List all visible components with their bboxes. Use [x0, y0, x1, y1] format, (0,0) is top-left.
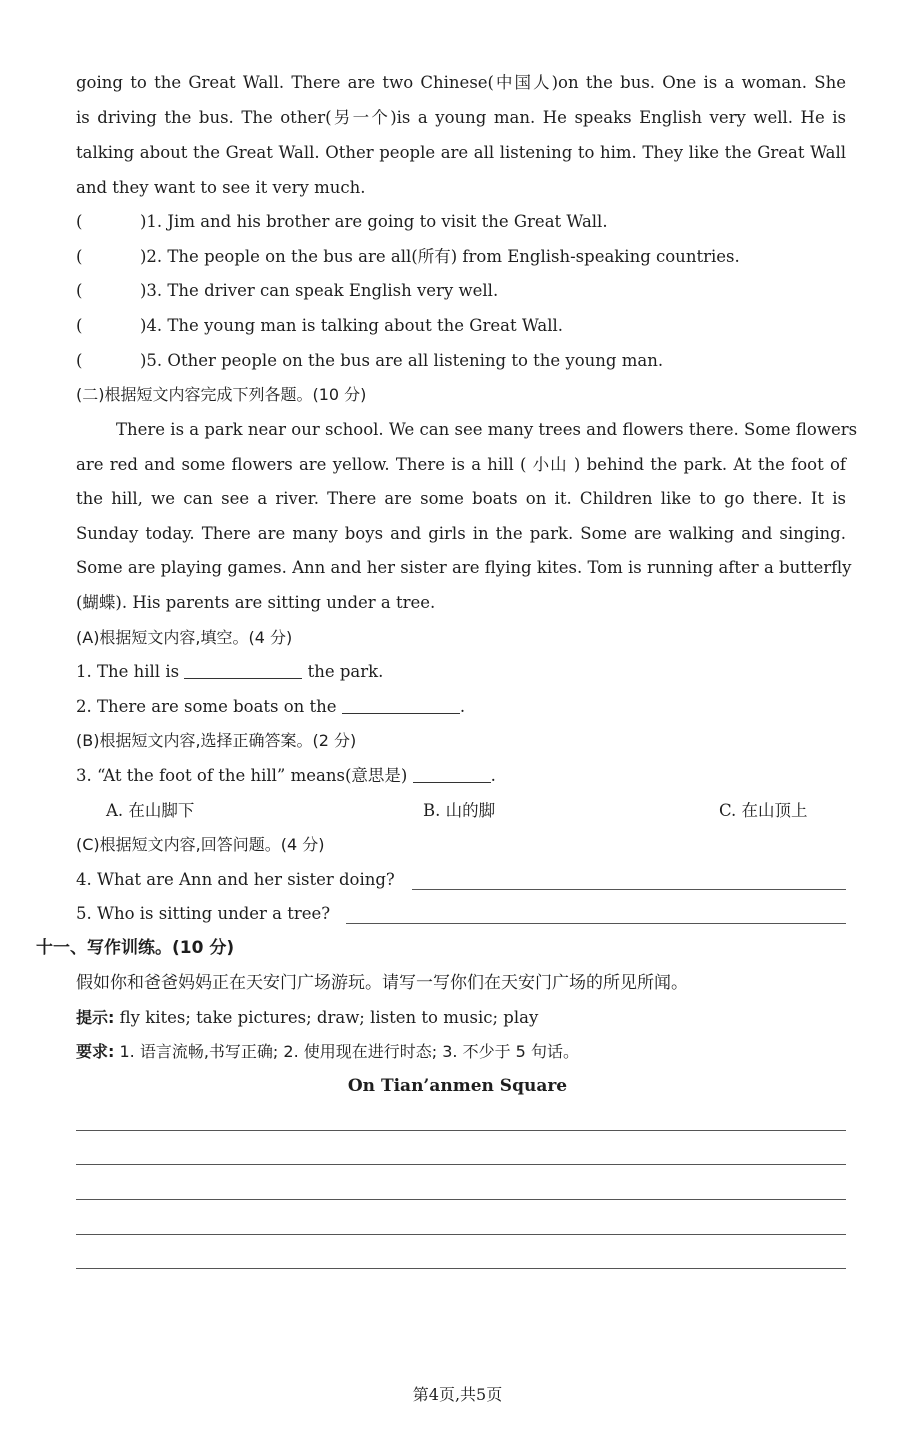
passage2-line-4: Sunday today. There are many boys and girls in the park. Some are walking and singing.: [76, 524, 846, 543]
part2-b-heading: (B)根据短文内容,选择正确答案。(2 分): [76, 731, 357, 750]
passage1-line-1: going to the Great Wall. There are two Chinese(中国人)on the bus. One is a woman. She: [76, 73, 846, 92]
part2-heading: (二)根据短文内容完成下列各题。(10 分): [76, 385, 367, 404]
q3-answer-blank[interactable]: [413, 766, 491, 783]
option-c[interactable]: C. 在山顶上: [719, 801, 808, 820]
q4-answer-line[interactable]: [412, 889, 846, 890]
passage1-line-4: and they want to see it very much.: [76, 178, 366, 197]
writing-section-title: 十一、写作训练。(10 分): [36, 938, 235, 958]
writing-hint: 提示: fly kites; take pictures; draw; listen to music; play: [76, 1008, 539, 1027]
passage2-line-5: Some are playing games. Ann and her sister are flying kites. Tom is running after a butterfly: [76, 558, 852, 577]
judge-item-1[interactable]: ( )1. Jim and his brother are going to visit the Great Wall.: [76, 212, 608, 231]
part2-c-heading: (C)根据短文内容,回答问题。(4 分): [76, 835, 325, 854]
question-5: 5. Who is sitting under a tree?: [76, 904, 331, 923]
q5-answer-line[interactable]: [346, 923, 846, 924]
writing-line[interactable]: [76, 1164, 846, 1165]
passage1-line-3: talking about the Great Wall. Other people are all listening to him. They like the Great Wall: [76, 143, 846, 162]
question-2: 2. There are some boats on the .: [76, 697, 466, 716]
writing-line[interactable]: [76, 1130, 846, 1131]
option-a[interactable]: A. 在山脚下: [106, 801, 195, 820]
q1-answer-blank[interactable]: [184, 662, 302, 679]
passage2-line-2: are red and some flowers are yellow. There is a hill ( 小山 ) behind the park. At the foot of: [76, 455, 846, 474]
passage2-line-3: the hill, we can see a river. There are some boats on it. Children like to go there. It is: [76, 489, 846, 508]
judge-item-2[interactable]: ( )2. The people on the bus are all(所有) from English-speaking countries.: [76, 247, 740, 266]
judge-item-3[interactable]: ( )3. The driver can speak English very well.: [76, 281, 499, 300]
page-footer: 第4页,共5页: [412, 1385, 503, 1404]
essay-title: On Tian’anmen Square: [347, 1076, 568, 1096]
q2-answer-blank[interactable]: [342, 697, 460, 714]
passage2-line-1: There is a park near our school. We can see many trees and flowers there. Some flowers: [116, 420, 858, 439]
judge-item-4[interactable]: ( )4. The young man is talking about the Great Wall.: [76, 316, 563, 335]
passage2-line-6: (蝴蝶). His parents are sitting under a tree.: [76, 593, 436, 612]
writing-line[interactable]: [76, 1268, 846, 1269]
question-3: 3. “At the foot of the hill” means(意思是) .: [76, 766, 496, 785]
writing-requirements: 要求: 1. 语言流畅,书写正确; 2. 使用现在进行时态; 3. 不少于 5 句话。: [76, 1042, 579, 1061]
judge-item-5[interactable]: ( )5. Other people on the bus are all listening to the young man.: [76, 351, 664, 370]
question-1: 1. The hill is the park.: [76, 662, 384, 681]
writing-line[interactable]: [76, 1234, 846, 1235]
part2-a-heading: (A)根据短文内容,填空。(4 分): [76, 628, 293, 647]
question-4: 4. What are Ann and her sister doing?: [76, 870, 395, 889]
option-b[interactable]: B. 山的脚: [423, 801, 496, 820]
writing-line[interactable]: [76, 1199, 846, 1200]
writing-prompt: 假如你和爸爸妈妈正在天安门广场游玩。请写一写你们在天安门广场的所见所闻。: [76, 973, 688, 993]
passage1-line-2: is driving the bus. The other(另一个)is a young man. He speaks English very well. He is: [76, 108, 846, 127]
